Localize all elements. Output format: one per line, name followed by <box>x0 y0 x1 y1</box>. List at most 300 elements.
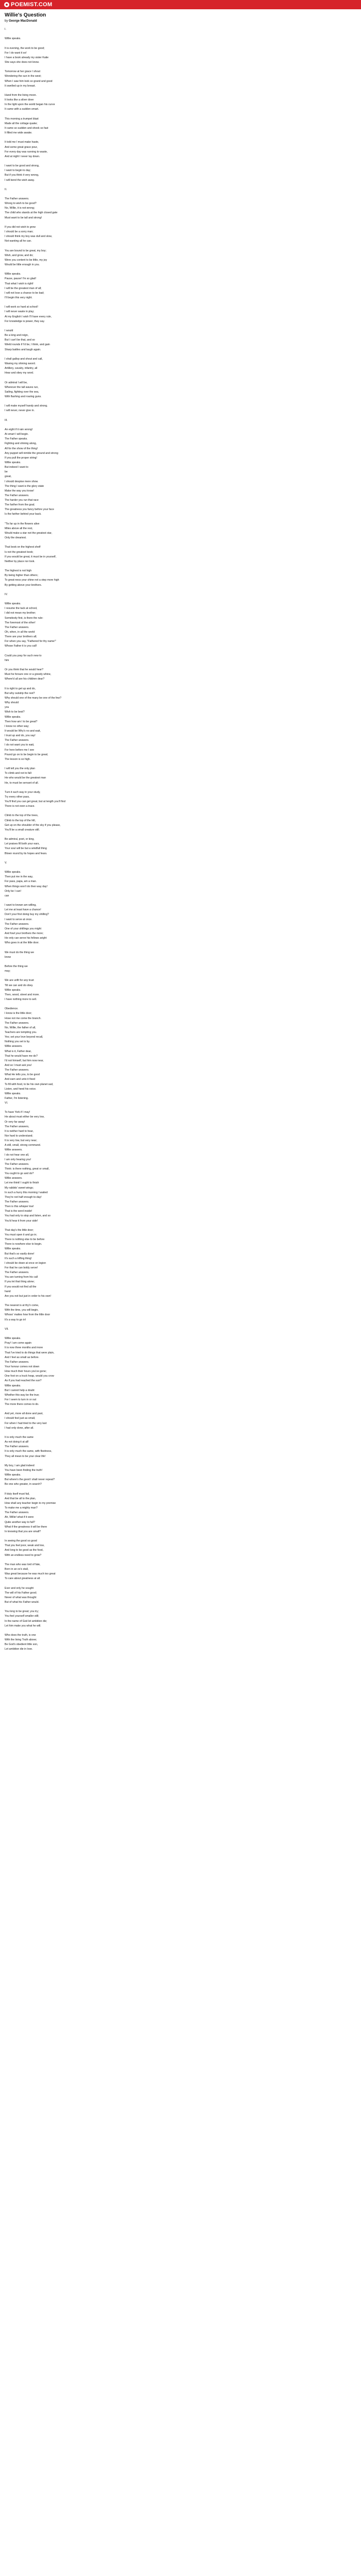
poem-line: Wherever the tall waves run, <box>5 385 39 389</box>
poem-line: Ever and only he sought <box>5 1586 34 1590</box>
poem-line: And that be all to the plan, <box>5 1497 36 1500</box>
poem-line: Willie speaks. <box>5 37 21 41</box>
poem-line: Not wanting all he can. <box>5 240 32 243</box>
stanza-break <box>5 414 356 418</box>
stanza-break <box>5 866 356 870</box>
poem-line: I shall gallop and shout and call, <box>5 357 43 361</box>
poem-line: I should be down at once on legion <box>5 1261 46 1265</box>
poem-line: The nearest is at thy'n come, <box>5 1304 39 1308</box>
poem-line: I'd not himself, but him now near, <box>5 1059 44 1062</box>
poem-line: The highest is not high <box>5 569 32 573</box>
poem-line: Listen, and heed his voice. <box>5 1087 37 1091</box>
poem-line: I have nothing more to sell. <box>5 997 37 1001</box>
poem-line: I should feel just as small, <box>5 1417 36 1420</box>
poem-line: No, Willie, the father of all, <box>5 1026 36 1029</box>
poem-line: To great-ness your shine not a step more high <box>5 579 59 582</box>
poem-line: For pass, papa, am a man. <box>5 880 37 884</box>
poem-line: The lesson is so high. <box>5 757 31 761</box>
poem-line: Blown round by its hopes and fears. <box>5 852 47 855</box>
poem-line: And earn and unto it fixed <box>5 1078 36 1081</box>
poem-line: Why should <box>5 701 19 705</box>
stanza-break <box>5 423 356 428</box>
poem-line: Sailing, fighting over the sea, <box>5 390 39 394</box>
poem-line: In the name of God let ambition die; <box>5 1619 47 1623</box>
poem-line: Hand from the living moon. <box>5 93 37 97</box>
poem-line: The man who was lord of fate, <box>5 1563 41 1566</box>
poem-byline <box>5 19 356 23</box>
poem-line: He about must either be very low, <box>5 1115 44 1119</box>
poem-line: In such a hurry this morning I waited <box>5 1191 48 1194</box>
poem-line: Willie speaks. <box>5 461 21 464</box>
poem-line: The Father answers. <box>5 1271 29 1275</box>
stanza-break <box>5 1332 356 1336</box>
poem-line: The thing I want is the glory state <box>5 484 44 488</box>
poem-line: Could you pray for such new to <box>5 654 42 657</box>
poem-line: I want to be good and strong, <box>5 164 40 168</box>
poem-line: But I cannot help a doubt <box>5 1388 35 1392</box>
stanza-break <box>5 960 356 964</box>
poem-line: VII. <box>5 1327 9 1331</box>
poem-line: All for the show of the thing! <box>5 447 38 450</box>
stanza-break <box>5 1629 356 1633</box>
poem-line: For I do want it so! <box>5 51 27 55</box>
site-header <box>0 0 361 9</box>
poem-body <box>5 27 356 1652</box>
poem-line: Try every other pass, <box>5 795 30 799</box>
poem-line: By getting above your brothers. <box>5 583 42 587</box>
stanza-break <box>5 809 356 814</box>
poem-line: To climb and not to fall: <box>5 772 32 775</box>
byline-prefix: by <box>5 20 9 23</box>
poem-line: Willie answers. <box>5 1045 23 1048</box>
poem-line: And long to be good as the food, <box>5 1549 43 1552</box>
poem-line: But that's so vastly done! <box>5 1252 35 1256</box>
poem-line: You'll be a small creature still. <box>5 828 40 832</box>
poem-line: Let ambition die in love. <box>5 1648 33 1651</box>
poem-line: The greatness you fancy before your face <box>5 508 54 512</box>
poem-line: That day's the little door; <box>5 1228 34 1232</box>
poem-line: "Tis far up in the flowers alive <box>5 522 40 526</box>
poem-line: I should be a sorry man; <box>5 230 34 234</box>
poem-line: I will work so hard at school! <box>5 306 38 309</box>
poem-line: Would be little enough in you. <box>5 263 40 267</box>
poem-line: For here before me I see <box>5 748 35 752</box>
stanza-break <box>5 1605 356 1609</box>
poem-line: There is nowhere else to begin. <box>5 1243 42 1246</box>
poem-line: With an endless need to grow? <box>5 1553 42 1557</box>
poem-line: That I've tried to do things that were plain, <box>5 1351 55 1354</box>
poem-line: If you did not wish to grow <box>5 225 36 229</box>
poem-line: I should think my boy was dull and slow, <box>5 235 52 239</box>
poem-line: Don't your first doing buy my shilling? <box>5 913 49 917</box>
poem-line: To care about greatness at all. <box>5 1577 41 1581</box>
poem-line: Whoso' mattes how from the little door <box>5 1313 51 1317</box>
site-name: POEMIST.COM <box>11 2 53 8</box>
poem-line: I want to begin to day; <box>5 169 31 173</box>
poem-line: You had only to stop and listen, and so <box>5 1214 51 1218</box>
poem-line: He, to must be servant of all. <box>5 781 39 785</box>
poem-line: At my English I wish I'll have every rule, <box>5 315 52 318</box>
stanza-break <box>5 588 356 592</box>
poem-line: Whose Father it is you call! <box>5 645 37 648</box>
poem-line: Till we can and do obey. <box>5 984 34 987</box>
poem-line: Only be I can! <box>5 889 22 893</box>
poem-line: Never of what was thought <box>5 1596 37 1599</box>
poem-line: Climb to the top of the hill, <box>5 819 36 822</box>
stanza-break <box>5 1487 356 1492</box>
stanza-break <box>5 1581 356 1586</box>
poem-line: It is right to get up and do, <box>5 687 36 690</box>
poem-line: Willie answers. <box>5 1177 23 1180</box>
poem-line: The Father answers. <box>5 1445 29 1449</box>
poem-line: And yet, more all done and past, <box>5 1412 43 1416</box>
poem-line: For when you say, "Fathered for thy name!" <box>5 640 56 643</box>
poem-line: With flashing and roaring guns. <box>5 395 42 398</box>
poem-line: It is only much the same, with fleetness, <box>5 1450 52 1453</box>
stanza-break <box>5 41 356 46</box>
poem-line: The Father answers. <box>5 1162 29 1166</box>
poem-line: There is nothing else to be before <box>5 1238 45 1242</box>
poem-line: Then is this whisper low! <box>5 1205 34 1209</box>
poem-line: He only can serve his fellows aright <box>5 937 47 940</box>
poem-line: Let me at least have a chance! <box>5 908 41 912</box>
poem-line: There is not even a trace. <box>5 805 35 808</box>
poem-line: Would make a star not the greatest star, <box>5 532 52 535</box>
poem-line: They're not half enough to-day! <box>5 1195 42 1199</box>
stanza-break <box>5 856 356 861</box>
poem-line: I will never, never give in. <box>5 409 35 413</box>
poem-line: V. <box>5 861 7 865</box>
poem-line: Willie speaks. <box>5 1092 21 1095</box>
poem-line: It told me I must make haste, <box>5 141 39 144</box>
poem-line: Turn it such way in your study, <box>5 790 41 794</box>
poem-line: The Father answers. <box>5 494 29 497</box>
poem-line: I. <box>5 28 6 31</box>
poem-line: It swelled up in my breast. <box>5 84 36 88</box>
poem-line: great, <box>5 475 12 479</box>
poem-line: The child who stands at the high closed gate <box>5 211 58 215</box>
poem-line: I should despise mere show. <box>5 480 39 483</box>
poem-line: be <box>5 470 8 474</box>
poem-line: Waving my shining sword. <box>5 362 36 365</box>
poem-line: The Father answers. <box>5 1021 29 1025</box>
poem-line: And I feel as small as before. <box>5 1355 39 1359</box>
poem-line: It is only much the same <box>5 1436 34 1439</box>
poem-line: Is not the greatest book; <box>5 550 34 554</box>
poem-line: I'll begin this very night. <box>5 296 32 300</box>
poem-line: By being higher than others; <box>5 574 38 578</box>
poem-line: I know is the little door; <box>5 1012 32 1015</box>
poem-line: The farther from the goal; <box>5 503 35 507</box>
poem-line: That he would have me do? <box>5 1054 38 1058</box>
poem-line: What if the greatness it will be there <box>5 1525 47 1529</box>
poem-line: Wish to be best? <box>5 710 25 714</box>
poem-line: That book on the highest shelf <box>5 546 41 549</box>
poem-line: The foremost of the other! <box>5 621 36 624</box>
poem-line: She says she does not know. <box>5 60 40 64</box>
poem-line: It is very low, but very near; <box>5 1139 37 1143</box>
poem-line: With the living Truth above; <box>5 1638 37 1642</box>
poem-line: The Father answers. <box>5 197 29 201</box>
poem-line: In seeing the good so good <box>5 1539 37 1543</box>
stanza-break <box>5 786 356 790</box>
poem-line: The Father answers. <box>5 1360 29 1364</box>
poem-line: Be a king and reign, <box>5 334 29 337</box>
stanza-break <box>5 183 356 188</box>
stanza-break <box>5 399 356 404</box>
poem-line: The Father answers. <box>5 1200 29 1204</box>
poem-line: I know no other way; <box>5 724 29 728</box>
poem-line: Sharp battles and laugh again. <box>5 348 41 351</box>
poem-line: With the time, you will begin, <box>5 1309 39 1312</box>
poem-line: What is it, Father dear, <box>5 1049 32 1053</box>
poem-line: This morning a trumpet blast <box>5 117 39 121</box>
poem-line: The Father answers. <box>5 1069 29 1072</box>
poem-line: hand <box>5 1290 11 1293</box>
poem-line: To fill with food, to be his own planet sad, <box>5 1082 54 1086</box>
stanza-break <box>5 597 356 602</box>
poem-line: You ought to go and do? <box>5 1172 34 1176</box>
poem-line: Then how am I to be great? <box>5 720 38 723</box>
poem-line: Nothing you set is by. <box>5 1040 30 1044</box>
poem-line: Is the farther behind your back. <box>5 513 42 516</box>
poem-line: III. <box>5 418 8 422</box>
poem-line: Let him make you what he will. <box>5 1624 41 1628</box>
poem-line: know <box>5 955 11 959</box>
poem-line: You are bound to be great, my boy; <box>5 249 46 252</box>
poem-line: I will bend the wish away. <box>5 178 35 182</box>
poem-line: But of what his Father would. <box>5 1600 39 1604</box>
poem-line: VI. <box>5 1101 8 1105</box>
poem-line: Or admiral I will be, <box>5 381 28 384</box>
stanza-break <box>5 974 356 978</box>
poem-line: Who does the truth, is one <box>5 1633 36 1637</box>
poem-line: You'd hear it from your side! <box>5 1219 38 1223</box>
poem-line: Only the dreariest. <box>5 536 27 540</box>
poem-line: Was great because he was much too great <box>5 1572 56 1576</box>
poem-line: Be God's obedient little son, <box>5 1643 38 1647</box>
poem-line: The Father speaks. <box>5 437 28 441</box>
stanza-break <box>5 663 356 668</box>
poem-line: The more there comes to do. <box>5 1403 39 1406</box>
stanza-break <box>5 564 356 569</box>
stanza-break <box>5 540 356 545</box>
stanza-break <box>5 244 356 248</box>
poem-line: you <box>5 706 9 709</box>
stanza-break <box>5 682 356 687</box>
poem-line: If duty itself must fail, <box>5 1492 30 1496</box>
poem-line: When I saw him look so grand and good <box>5 79 53 83</box>
stanza-break <box>5 649 356 654</box>
poem-line: You'll find you can get great, but at length you'll find <box>5 800 65 804</box>
poem-line: In the light upon the world began his curve <box>5 103 55 107</box>
poem-line: Made all the cottage quake; <box>5 122 38 125</box>
poem-line: But why outstrip the rest? <box>5 691 35 695</box>
poem-line: Your soul will be but a windfall thing <box>5 847 47 851</box>
poem-line: There are your brothers all; <box>5 635 37 639</box>
poem-line: Where'd all are his children dear? <box>5 677 45 681</box>
poem-line: Were you content to be little, my joy <box>5 258 47 262</box>
poem-line: If you pull the proper string! <box>5 456 37 460</box>
poem-line: Pause, pause! I'm so glad! <box>5 277 36 281</box>
poem-line: I will never waste in play; <box>5 310 35 314</box>
stanza-break <box>5 65 356 70</box>
poem-line: Willie speaks. <box>5 602 21 606</box>
poem-line: I am only hearing you! <box>5 1158 31 1161</box>
poem-line: Why should one of the many be one of the few? <box>5 696 61 700</box>
stanza-break <box>5 762 356 767</box>
poem-line: But where's the good I shall never repeat? <box>5 1478 55 1482</box>
poem-line: Be one who greater, in search? <box>5 1483 42 1486</box>
poem-line: It's such a trifling thing! <box>5 1257 32 1260</box>
site-logo[interactable] <box>4 2 52 8</box>
poem-line: Must want to be tall and strong! <box>5 216 42 219</box>
poem-line: And at night I never lay down. <box>5 155 40 158</box>
poem-line: Artillery, cavalry, infantry, all <box>5 367 38 370</box>
poem-line: Teachers are tempting you. <box>5 1030 37 1034</box>
poem-line: I resume the tack at school, <box>5 607 38 611</box>
poem-line: I will be the greatest man of all; <box>5 286 42 290</box>
poem-line: Or very far away! <box>5 1120 25 1124</box>
poem-line: Neither by place nor look. <box>5 560 35 563</box>
poem-line: The Father answers. <box>5 922 29 926</box>
poem-line: Before the thing we <box>5 964 28 968</box>
poem-line: II. <box>5 188 7 191</box>
stanza-break <box>5 833 356 837</box>
poem-line: The Father answers, <box>5 1125 29 1128</box>
poem-line: Let me think! I ought to finish <box>5 1181 39 1185</box>
poem-line: And some great grace pour, <box>5 145 38 149</box>
poem-line: But indeed I want to <box>5 466 28 469</box>
poem-line: How shall any teacher begin to my promise <box>5 1502 56 1505</box>
poem-line: How much their hours you've gone; <box>5 1370 47 1374</box>
poem-line: To have York if I may! <box>5 1111 30 1114</box>
poem-line: I will not lose a chance to be bad; <box>5 291 44 295</box>
stanza-break <box>5 32 356 37</box>
poem-line: I do not want you to wait, <box>5 743 35 747</box>
poem-line: I will make myself handy and strong. <box>5 404 48 408</box>
poem-title: Willie's Question <box>5 12 46 18</box>
poem-line: Willie speaks. <box>5 871 21 874</box>
stanza-break <box>5 376 356 380</box>
poem-line: For I seem to turn in or out <box>5 1398 37 1401</box>
poem-line: Willie speaks. <box>5 715 21 719</box>
poem-line: That you feel poor, weak and low, <box>5 1544 44 1548</box>
poem-content <box>0 9 361 1652</box>
poem-line: They all mean to be your clear life! <box>5 1454 46 1458</box>
poem-line: No, Willie, it is not wrong; <box>5 207 35 210</box>
poem-line: I had only done, after all. <box>5 1426 34 1430</box>
poem-line: Who goes in at the little door. <box>5 941 39 945</box>
stanza-break <box>5 1224 356 1228</box>
poem-line: It's a way to go in! <box>5 1318 26 1321</box>
poem-line: Then, wood, street and more. <box>5 993 40 996</box>
stanza-break <box>5 221 356 225</box>
poem-line: But I can't be that, and so <box>5 338 35 342</box>
poem-line: IV. <box>5 592 8 596</box>
poem-line: Pound go on to be begin to be great; <box>5 753 48 756</box>
poem-line: Let praises fill both your ears, <box>5 842 40 846</box>
poem-line: That is the word inside! <box>5 1210 32 1213</box>
poem-line: My boy, I am glad indeed <box>5 1464 35 1467</box>
poem-line: For that he can boldy serve! <box>5 1266 38 1269</box>
poem-line: As if you had reached the sun? <box>5 1379 42 1383</box>
poem-line: It is now three months and more <box>5 1346 43 1350</box>
poem-line: I do not hear one all, <box>5 1153 29 1157</box>
poem-line: The Father answers. <box>5 625 29 629</box>
poem-line: It is neither hard to hear, <box>5 1129 34 1133</box>
stanza-break <box>5 1323 356 1327</box>
poem-line: Somebody first, is there the rule- <box>5 616 43 620</box>
poem-line: But if you think it very wrong, <box>5 174 39 177</box>
poem-line: An eight if it rain wrong! <box>5 428 33 431</box>
poem-line: When things won't do then way day! <box>5 885 47 888</box>
poem-line: The will of his Father good; <box>5 1591 37 1595</box>
poem-line: I trust up and do, you say! <box>5 734 36 738</box>
stanza-break <box>5 1459 356 1464</box>
poem-line: Fighting and shining along, <box>5 442 37 446</box>
poem-line: Think: is there nothing, great or small, <box>5 1167 50 1171</box>
poem-line: For when I had tried to the very last <box>5 1421 47 1425</box>
poem-line: Ah, Willie! what if it were <box>5 1516 34 1519</box>
poem-line: He who would be the greatest man <box>5 776 46 780</box>
poem-line: Any puppet will nimble the ground and strong <box>5 451 58 455</box>
poem-line: What He tells you, to be good <box>5 1073 40 1077</box>
poem-line: Quite another way to fall? <box>5 1520 35 1524</box>
poem-line: We must do the thing we <box>5 951 34 954</box>
poem-line: Make the way you know! <box>5 489 34 493</box>
poem-line: Are you not but just in order to his own! <box>5 1294 51 1298</box>
poem-line: You must open it and go in; <box>5 1233 37 1236</box>
poem-line: I will tell you the only plan <box>5 767 35 771</box>
poem-line: can <box>5 894 9 897</box>
logo-icon <box>4 2 9 7</box>
poem-line: One of your shillings you might <box>5 927 41 930</box>
poem-author[interactable]: George MacDonald <box>9 20 37 23</box>
poem-line: Wish, and grow, and do; <box>5 253 34 257</box>
poem-line: Climb to the top of the trees, <box>5 814 39 818</box>
poem-line: It came so sudden and shook so fast <box>5 126 48 130</box>
poem-line: If you would not find all the <box>5 1285 37 1289</box>
poem-line: Pray! I am come again <box>5 1342 31 1345</box>
poem-line: Be admiral, poet, or king, <box>5 838 35 841</box>
stanza-break <box>5 899 356 903</box>
poem-line: The Father answers. <box>5 739 29 742</box>
poem-line: Oh, when, in all the world <box>5 631 35 634</box>
stanza-break <box>5 192 356 197</box>
poem-line: Willie speaks. <box>5 1337 21 1341</box>
poem-line: It is evening, the work to be good; <box>5 46 45 50</box>
poem-line: Hose not me come the branch. <box>5 1016 41 1020</box>
stanza-break <box>5 1106 356 1110</box>
poem-line: It filled me wide awake. <box>5 131 32 135</box>
poem-line: Hear and obey my word. <box>5 371 34 375</box>
poem-line: And fowl your brothers the more; <box>5 932 44 935</box>
stanza-break <box>5 112 356 117</box>
poem-line: Wondering the sun in the west; <box>5 75 42 78</box>
poem-line: If you let that thing alone; <box>5 1280 35 1284</box>
poem-line: Whether this way be the true; <box>5 1393 40 1397</box>
poem-line: Must he forsure one or a greedy whine, <box>5 673 52 676</box>
poem-line: For knowledge is power, they say. <box>5 319 45 323</box>
poem-line: You have been finding the truth! <box>5 1469 43 1472</box>
stanza-break <box>5 324 356 329</box>
poem-line: I want to serve at once. <box>5 918 32 921</box>
poem-line: him <box>5 658 9 662</box>
stanza-break <box>5 267 356 272</box>
stanza-break <box>5 1558 356 1563</box>
poem-line: The Father answers. <box>5 1511 29 1515</box>
